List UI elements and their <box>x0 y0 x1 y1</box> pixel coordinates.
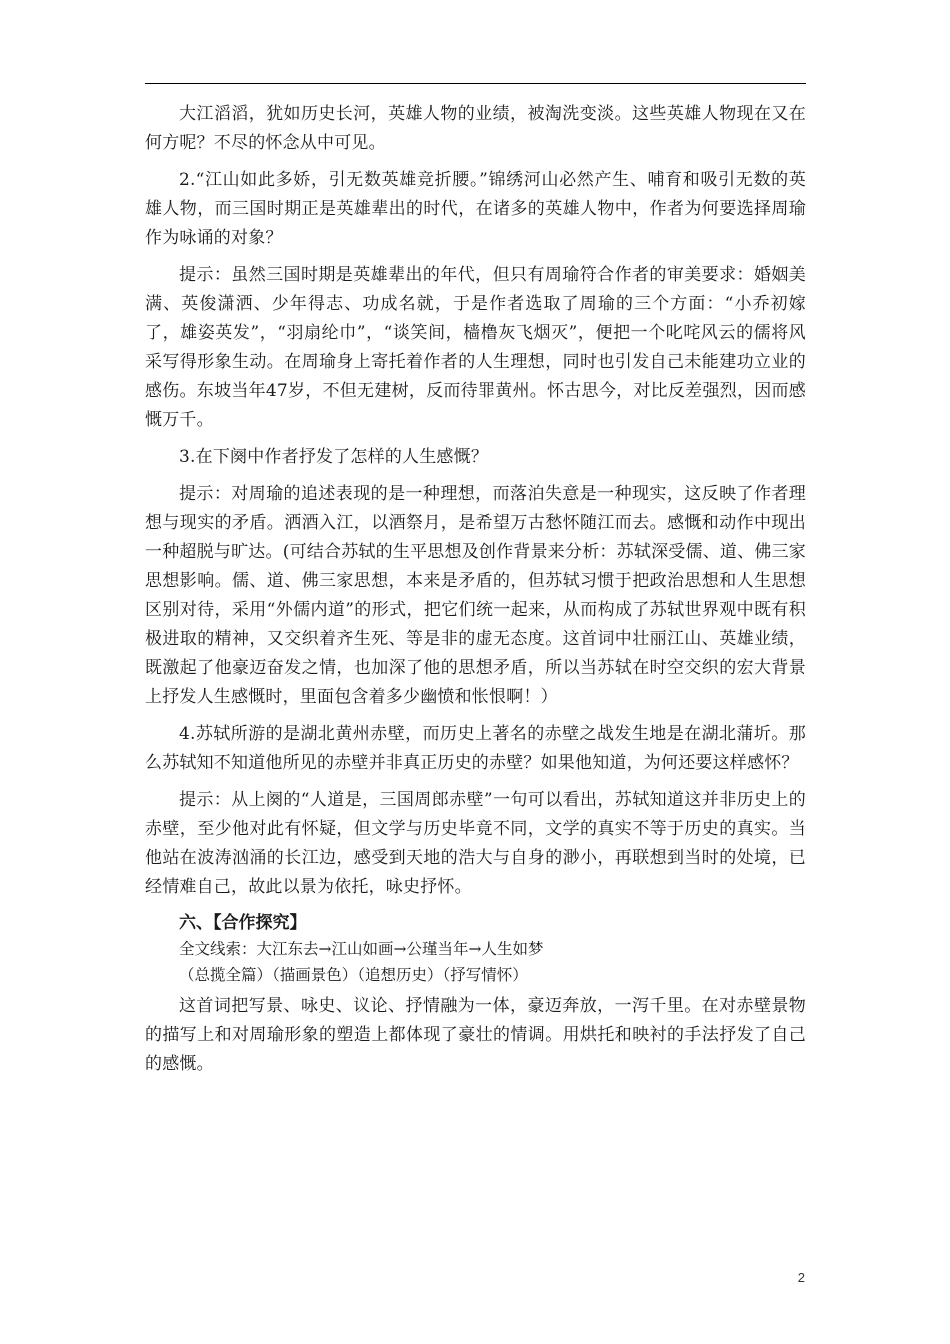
hint-2: 提示：虽然三国时期是英雄辈出的年代，但只有周瑜符合作者的审美要求：婚姻美满、英俊潇洒、少年得志、功成名就，于是作者选取了周瑜的三个方面：“小乔初嫁了，雄姿英发”，“羽扇纶巾”，“谈笑间，樯橹灰飞烟灭”，便把一个叱咤风云的儒将风采写得形象生动。在周瑜身上寄托着作者的人生理想，同时也引发自己未能建功立业的感伤。东坡当年47岁，不但无建树，反而待罪黄州。怀古思今，对比反差强烈，因而感慨万千。 <box>145 265 806 430</box>
question-4: 4.苏轼所游的是湖北黄州赤壁，而历史上著名的赤壁之战发生地是在湖北蒲圻。那么苏轼知不知道他所见的赤壁并非真正历史的赤壁？如果他知道，为何还要这样感怀？ <box>145 724 806 773</box>
clue-notes: （总揽全篇）（描画景色）（追想历史）（抒写情怀） <box>179 966 528 984</box>
question-2: 2.“江山如此多娇，引无数英雄竞折腰。”锦绣河山必然产生、哺育和吸引无数的英雄人物，而三国时期正是英雄辈出的时代，在诸多的英雄人物中，作者为何要选择周瑜作为咏诵的对象？ <box>145 170 806 248</box>
section-heading: 六、【合作探究】 <box>179 913 307 933</box>
hint-3: 提示：对周瑜的追述表现的是一种理想，而落泊失意是一种现实，这反映了作者理想与现实的矛盾。洒酒入江，以酒祭月，是希望万古愁怀随江而去。感慨和动作中现出一种超脱与旷达。(可结合苏轼的生平思想及创作背景来分析：苏轼深受儒、道、佛三家思想影响。儒、道、佛三家思想，本来是矛盾的，但苏轼习惯于把政治思想和人生思想区别对待，采用“外儒内道”的形式，把它们统一起来，从而构成了苏轼世界观中既有积极进取的精神，又交织着齐生死、等是非的虚无态度。这首词中壮丽江山、英雄业绩，既激起了他豪迈奋发之情，也加深了他的思想矛盾，所以当苏轼在时空交织的宏大背景上抒发人生感慨时，里面包含着多少幽愤和怅恨啊！） <box>145 484 806 707</box>
header-rule <box>145 83 806 84</box>
summary-paragraph: 这首词把写景、咏史、议论、抒情融为一体，豪迈奔放，一泻千里。在对赤壁景物的描写上和对周瑜形象的塑造上都体现了豪壮的情调。用烘托和映衬的手法抒发了自己的感慨。 <box>145 996 806 1074</box>
clue-line: 全文线索：大江东去→江山如画→公瑾当年→人生如梦 <box>179 940 544 958</box>
page-number: 2 <box>797 1270 805 1285</box>
paragraph-intro: 大江滔滔，犹如历史长河，英雄人物的业绩，被淘洗变淡。这些英雄人物现在又在何方呢？不尽的怀念从中可见。 <box>145 104 806 153</box>
question-3: 3.在下阕中作者抒发了怎样的人生感慨？ <box>179 447 489 467</box>
document-body <box>145 100 806 1079</box>
hint-4: 提示：从上阕的“人道是，三国周郎赤壁”一句可以看出，苏轼知道这并非历史上的赤壁，至少他对此有怀疑，但文学与历史毕竟不同，文学的真实不等于历史的真实。当他站在波涛汹涌的长江边，感受到天地的浩大与自身的渺小，再联想到当时的处境，已经情难自己，故此以景为依托，咏史抒怀。 <box>145 790 806 897</box>
